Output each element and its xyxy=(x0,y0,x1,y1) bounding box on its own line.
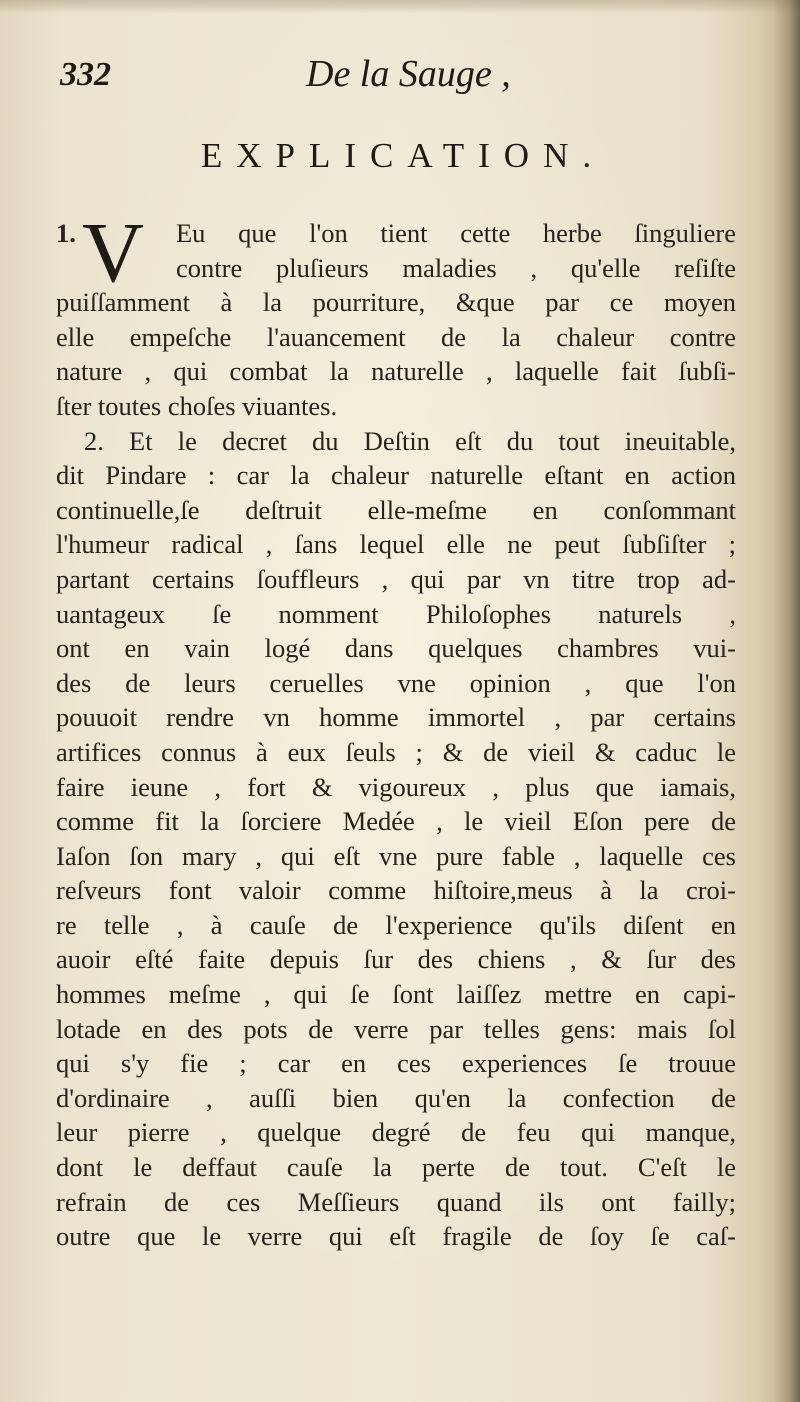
text-line: re telle , à cauſe de l'experience qu'ils diſent en xyxy=(56,909,736,940)
text-line: qui s'y fie ; car en ces experiences ſe trouue xyxy=(56,1048,736,1079)
paragraph-1 xyxy=(56,204,736,424)
text-line: des de leurs ceruelles vne opinion , que l'on xyxy=(56,667,736,698)
text-line: continuelle,ſe deſtruit elle-meſme en conſommant xyxy=(56,494,736,525)
text-line: Eu que l'on tient cette herbe ſinguliere xyxy=(176,218,736,248)
running-head: De la Sauge , xyxy=(306,53,511,95)
text-line: dit Pindare : car la chaleur naturelle eſtant en action xyxy=(56,460,736,491)
text-line: dont le deffaut cauſe la perte de tout. C'eſt le xyxy=(56,1152,736,1183)
page-top-edge-shadow xyxy=(0,0,800,14)
text-line: 2. Et le decret du Deſtin eſt du tout ineuitable, xyxy=(84,425,736,456)
text-line: l'humeur radical , ſans lequel elle ne peut ſubſiſter ; xyxy=(56,529,736,560)
text-line: hommes meſme , qui ſe ſont laiſſez mettre en capi- xyxy=(56,979,736,1010)
text-line: faire ieune , fort & vigoureux , plus que iamais, xyxy=(56,771,736,802)
text-line: elle empeſche l'auancement de la chaleur contre xyxy=(56,321,736,352)
text-line: lotade en des pots de verre par telles gens: mais ſol xyxy=(56,1013,736,1044)
text-line: ont en vain logé dans quelques chambres vui- xyxy=(56,633,736,664)
text-line: uantageux ſe nomment Philoſophes naturels , xyxy=(56,598,736,629)
body-text xyxy=(56,204,736,1254)
text-line: leur pierre , quelque degré de feu qui manque, xyxy=(56,1117,736,1148)
text-line: nature , qui combat la naturelle , laquelle fait ſubſi- xyxy=(56,356,736,387)
text-line: puiſſamment à la pourriture, &que par ce moyen xyxy=(56,287,736,318)
text-line: partant certains ſouffleurs , qui par vn titre trop ad- xyxy=(56,563,736,594)
text-line: reſveurs font valoir comme hiſtoire,meus à la croi- xyxy=(56,875,736,906)
paragraph-2 xyxy=(56,424,736,1254)
drop-cap: V xyxy=(82,204,145,300)
text-line: pouuoit rendre vn homme immortel , par certains xyxy=(56,702,736,733)
text-line: comme fit la ſorciere Medée , le vieil Eſon pere de xyxy=(56,806,736,837)
section-title: EXPLICATION. xyxy=(200,136,606,175)
text-line: ſter toutes choſes viuantes. xyxy=(56,390,338,421)
text-line: outre que le verre qui eſt fragile de ſoy ſe caſ- xyxy=(56,1221,736,1252)
text-line: d'ordinaire , auſſi bien qu'en la confection de xyxy=(56,1082,736,1113)
paragraph-1-marker: 1. xyxy=(56,218,76,248)
text-line: auoir eſté faite depuis ſur des chiens , & ſur des xyxy=(56,944,736,975)
text-line: artifices connus à eux ſeuls ; & de vieil & caduc le xyxy=(56,736,736,767)
page-number: 332 xyxy=(60,56,111,93)
text-line: Iaſon ſon mary , qui eſt vne pure fable , laquelle ces xyxy=(56,840,736,871)
text-line: refrain de ces Meſſieurs quand ils ont failly; xyxy=(56,1186,736,1217)
page-spine-shadow xyxy=(774,0,800,1402)
text-line: contre pluſieurs maladies , qu'elle reſiſte xyxy=(176,252,736,283)
page-header xyxy=(60,52,740,112)
